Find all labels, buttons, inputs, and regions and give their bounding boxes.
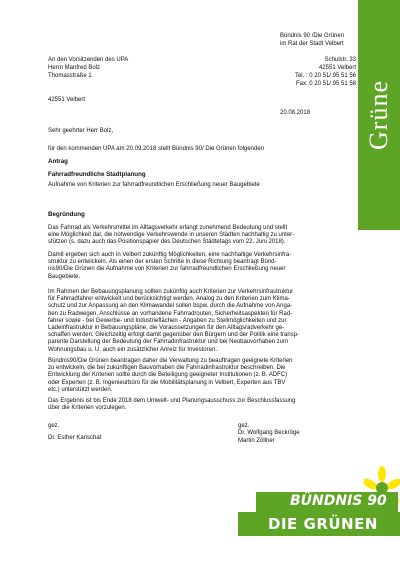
sender-phone: Tel. : 0 20 51/ 95 51 56 <box>294 73 356 79</box>
recipient-line-3: Thomasstraße 1 <box>48 73 92 79</box>
text-line: Bündnis90/Die Grünen beantragen daher die Verwaltung zu beauftragen geeignete Kriterien <box>48 358 293 364</box>
signature-right-gez: gez. <box>238 423 250 429</box>
text-line: Im Rahmen der Bebauungsplanung sollten zukünftig auch Kriterien zur Verkehrsinfrastruktur <box>48 289 294 295</box>
sender-council: im Rat der Stadt Velbert <box>280 41 344 47</box>
sender-fax: Fax: 0 20 51/ 95 51 58 <box>295 81 356 87</box>
text-line: stützen (s. dazu auch das Positionspapier des Deutschen Städtetags vom 22. Juni 2018). <box>48 239 286 246</box>
text-line: schutz und zur Anpassung an den Klimawandel sollen bspw. durch die Aufnahme von Anga- <box>48 303 293 310</box>
signature-left-name: Dr. Esther Kanschat <box>48 435 102 441</box>
begruendung-heading: Begründung <box>48 211 85 218</box>
side-band-label-wrap <box>358 0 400 230</box>
text-line: über die Kriterien vorzulegen. <box>48 405 127 412</box>
antrag-text: Aufnahme von Kriterien zur fahrradfreundlichen Erschließung neuer Baugebiete <box>48 182 260 188</box>
recipient-line-2: Herrn Manfred Bolz <box>48 65 101 71</box>
sender-city: 42551 Velbert <box>318 65 356 71</box>
sender-name: Bündnis 90 /Die Grünen <box>280 33 345 39</box>
paragraph-2 <box>48 252 291 281</box>
text-line: Ladeinfrastruktur in Bebauungspläne, die Voraussetzungen für den Alltagsradverkehr ge- <box>48 325 285 332</box>
salutation: Sehr geehrter Herr Bolz, <box>48 128 114 134</box>
text-line: parente Darstellung der Bedeutung der Fahrradinfrastruktur und bei Neubauvorhaben zum <box>48 339 289 346</box>
logo-text-buendnis: BÜNDNIS 90 <box>290 493 387 509</box>
text-line: Damit ergeben sich auch in Velbert zukünftig Möglichkeiten, eine nachhaltige Verkehrsinfra- <box>48 252 292 258</box>
text-line: nis90/Die Grünen die Aufnahme von Kriterien zur fahrradfreundlichen Erschließung neuer <box>48 266 286 273</box>
text-line: Das Ergebnis ist bis Ende 2018 dem Umwelt- und Planungsausschuss zur Beschlussfassung <box>48 398 296 404</box>
text-line: eine Möglichkeit dar, die notwendige Verkehrswende in unseren Städten nachhaltig zu unter- <box>48 232 295 239</box>
party-logo <box>238 466 400 566</box>
antrag-title: Fahrradfreundliche Stadtplanung <box>48 171 146 178</box>
text-line: etc.) unterstützt werden. <box>48 386 113 393</box>
sender-street: Schulstr. 33 <box>324 57 356 63</box>
paragraph-1 <box>48 225 294 247</box>
signature-right-name-1: Dr. Wolfgang Beckröge <box>238 430 300 436</box>
text-line: oder Experten (z. B. Ingenieurbüro für die Mobilitätsplanung in Velbert, Experten aus TBV <box>48 379 286 386</box>
signature-right-name-2: Martin Zöllner <box>238 438 275 444</box>
text-line: struktur zu entwickeln. Als einen der ersten Schritte in diese Richtung beantragt Bünd- <box>48 259 277 266</box>
text-line: fahrer sowie - bei Gewerbe- und Industrieflächen - Angaben zu Stellmöglichkeiten und zur <box>48 317 287 324</box>
recipient-line-1: An den Vorsitzenden des UPA <box>48 57 129 63</box>
text-line: Wohnungsbau u. U. auch ein zusätzlicher Anreiz für Investoren. <box>48 346 217 353</box>
intro-text: für den kommenden UPA am 20.09.2018 stellt Bündnis 90/ Die Grünen folgenden <box>48 146 265 152</box>
signature-left-gez: gez. <box>48 423 60 429</box>
recipient-line-4: 42551 Velbert <box>48 97 86 103</box>
antrag-heading: Antrag <box>48 158 68 165</box>
text-line: zu entwickeln, die bei zukünftigen Bauvorhaben die Fahrradinfrastruktur beschreiben. Die <box>48 365 286 372</box>
paragraph-4 <box>48 358 293 394</box>
text-line: Entwicklung der Kriterien sollte durch die Beteiligung geeigneter Institutionen (z. B. ADFC) <box>48 372 288 379</box>
letter-date: 20.08.2018 <box>280 110 311 116</box>
text-line: für Fahrradfahrer entwickelt und berücksichtigt werden. Analog zu den Kriterien zum Klima- <box>48 296 290 303</box>
paragraph-5 <box>48 398 295 412</box>
text-line: ben zu Radwegen, Anschlüsse an vorhandene Fahrradrouten, Sicherheitsaspekten für Rad- <box>48 310 293 317</box>
text-line: Baugebiete. <box>48 273 81 280</box>
side-band-label: Grüne <box>364 80 394 150</box>
paragraph-3 <box>48 289 299 354</box>
text-line: Das Fahrrad als Verkehrsmittel im Alltagsverkehr erlangt zunehmend Bedeutung und stellt <box>48 225 288 231</box>
text-line: schaffen werden. Gleichzeitig erfolgt damit gegenüber den Bürgern und der Politik eine transp- <box>48 332 300 339</box>
logo-text-gruene: DIE GRÜNEN <box>268 515 378 533</box>
